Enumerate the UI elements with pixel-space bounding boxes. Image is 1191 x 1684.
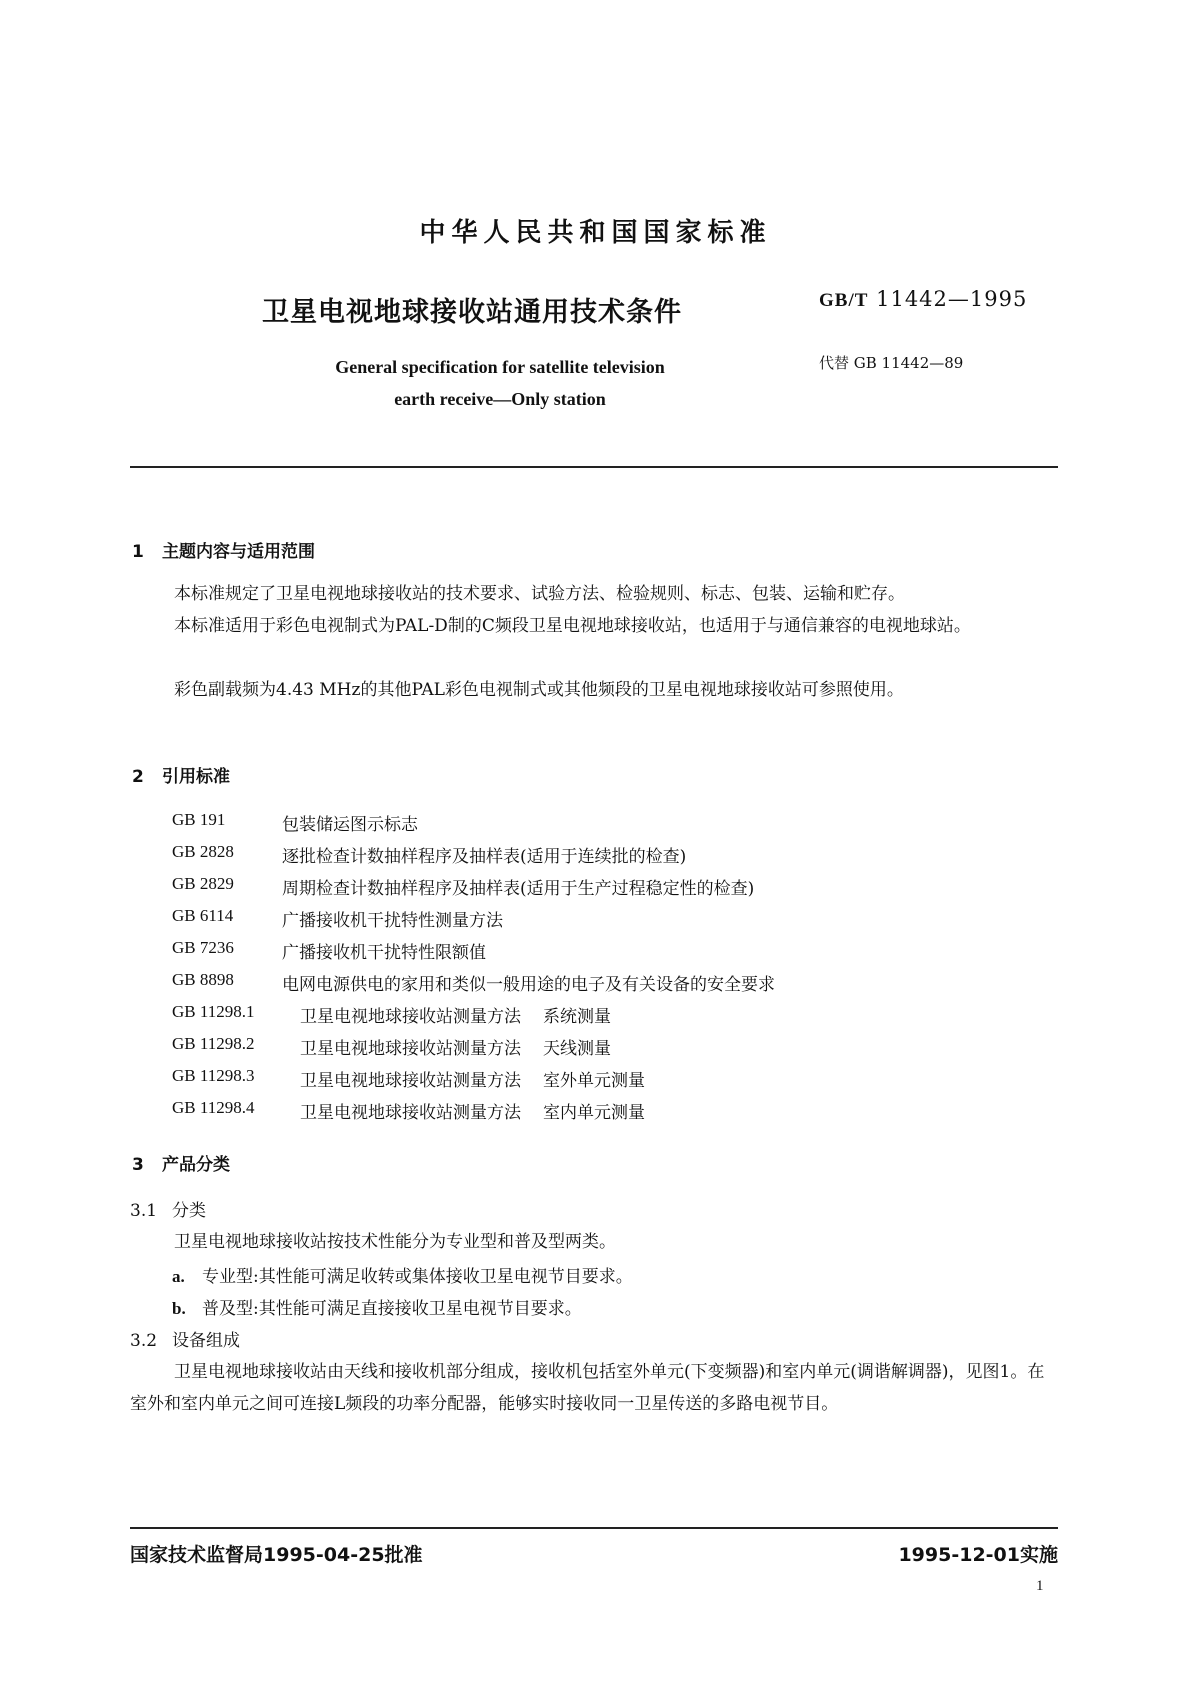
approval-date: 国家技术监督局1995-04-25批准 bbox=[130, 1544, 423, 1566]
reference-subtext: 室外单元测量 bbox=[543, 1071, 645, 1091]
list-item-b bbox=[172, 1294, 582, 1319]
section-1-paragraph-3: 彩色副载频为4.43 MHz的其他PAL彩色电视制式或其他频段的卫星电视地球接收站可参照使用。 bbox=[174, 680, 904, 700]
page-number: 1 bbox=[1036, 1578, 1044, 1594]
reference-text: 逐批检查计数抽样程序及抽样表(适用于连续批的检查) bbox=[282, 847, 687, 867]
reference-subtext: 室内单元测量 bbox=[543, 1103, 645, 1123]
section-title: 引用标准 bbox=[162, 767, 230, 787]
reference-code: GB 11298.4 bbox=[172, 1098, 255, 1117]
reference-item bbox=[172, 906, 503, 931]
footer-rule bbox=[130, 1527, 1058, 1529]
reference-subtext: 天线测量 bbox=[543, 1039, 611, 1059]
section-number: 3 bbox=[132, 1155, 144, 1175]
subsection-number: 3.1 bbox=[130, 1201, 158, 1221]
reference-item bbox=[172, 874, 754, 899]
reference-text: 广播接收机干扰特性限额值 bbox=[282, 943, 486, 963]
reference-item bbox=[172, 970, 775, 995]
reference-item bbox=[172, 1098, 645, 1123]
section-number: 1 bbox=[132, 542, 144, 562]
reference-text: 广播接收机干扰特性测量方法 bbox=[282, 911, 503, 931]
reference-code: GB 191 bbox=[172, 810, 226, 829]
standard-code bbox=[819, 287, 1027, 312]
reference-code: GB 6114 bbox=[172, 906, 234, 925]
reference-text: 包装储运图示标志 bbox=[282, 815, 418, 835]
section-3-paragraph-2: 卫星电视地球接收站由天线和接收机部分组成，接收机包括室外单元(下变频器)和室内单元(调谐解调器)，见图1。在室外和室内单元之间可连接L频段的功率分配器，能够实时接收同一卫星传送的多路电视节目。 bbox=[130, 1362, 1045, 1414]
reference-code: GB 8898 bbox=[172, 970, 234, 989]
reference-item bbox=[172, 810, 418, 835]
section-1-heading bbox=[132, 537, 315, 562]
list-text: 普及型:其性能可满足直接接收卫星电视节目要求。 bbox=[202, 1299, 582, 1319]
reference-code: GB 11298.3 bbox=[172, 1066, 255, 1085]
reference-item bbox=[172, 1034, 611, 1059]
section-1-paragraph-1: 本标准规定了卫星电视地球接收站的技术要求、试验方法、检验规则、标志、包装、运输和贮存。 bbox=[174, 584, 905, 604]
reference-text: 卫星电视地球接收站测量方法 bbox=[300, 1071, 521, 1091]
subsection-title: 设备组成 bbox=[172, 1331, 240, 1351]
code-number: 11442—1995 bbox=[876, 287, 1028, 311]
subsection-title: 分类 bbox=[172, 1201, 206, 1221]
section-title: 主题内容与适用范围 bbox=[162, 542, 315, 562]
english-title-line2: earth receive—Only station bbox=[394, 389, 606, 409]
reference-text: 卫星电视地球接收站测量方法 bbox=[300, 1039, 521, 1059]
reference-text: 卫星电视地球接收站测量方法 bbox=[300, 1103, 521, 1123]
reference-item bbox=[172, 842, 686, 867]
list-label: a. bbox=[172, 1267, 185, 1286]
section-3-paragraph-1: 卫星电视地球接收站按技术性能分为专业型和普及型两类。 bbox=[174, 1232, 616, 1252]
section-title: 产品分类 bbox=[162, 1155, 230, 1175]
reference-code: GB 11298.1 bbox=[172, 1002, 255, 1021]
reference-text: 周期检查计数抽样程序及抽样表(适用于生产过程稳定性的检查) bbox=[282, 879, 755, 899]
effective-date: 1995-12-01实施 bbox=[898, 1544, 1058, 1566]
country-heading: 中华人民共和国国家标准 bbox=[419, 218, 772, 248]
reference-code: GB 2829 bbox=[172, 874, 234, 893]
reference-item bbox=[172, 1066, 645, 1091]
section-1-paragraph-2: 本标准适用于彩色电视制式为PAL-D制的C频段卫星电视地球接收站，也适用于与通信兼容的电视地球站。 bbox=[174, 616, 971, 636]
reference-item bbox=[172, 938, 486, 963]
reference-code: GB 2828 bbox=[172, 842, 234, 861]
standard-title: 卫星电视地球接收站通用技术条件 bbox=[262, 297, 682, 328]
list-text: 专业型:其性能可满足收转或集体接收卫星电视节目要求。 bbox=[202, 1267, 633, 1287]
code-prefix: GB/T bbox=[819, 290, 869, 311]
list-label: b. bbox=[172, 1299, 186, 1318]
reference-text: 电网电源供电的家用和类似一般用途的电子及有关设备的安全要求 bbox=[282, 975, 775, 995]
subsection-3-2-heading bbox=[130, 1326, 240, 1351]
section-3-heading bbox=[132, 1150, 230, 1175]
reference-item bbox=[172, 1002, 611, 1027]
reference-code: GB 11298.2 bbox=[172, 1034, 255, 1053]
english-title-line1: General specification for satellite television bbox=[335, 357, 665, 377]
subsection-number: 3.2 bbox=[130, 1331, 158, 1351]
list-item-a bbox=[172, 1262, 633, 1287]
reference-subtext: 系统测量 bbox=[543, 1007, 611, 1027]
reference-text: 卫星电视地球接收站测量方法 bbox=[300, 1007, 521, 1027]
section-number: 2 bbox=[132, 767, 144, 787]
reference-code: GB 7236 bbox=[172, 938, 234, 957]
section-2-heading bbox=[132, 762, 230, 787]
header-rule bbox=[130, 466, 1058, 468]
subsection-3-1-heading bbox=[130, 1196, 206, 1221]
replace-note: 代替 GB 11442—89 bbox=[819, 354, 964, 372]
